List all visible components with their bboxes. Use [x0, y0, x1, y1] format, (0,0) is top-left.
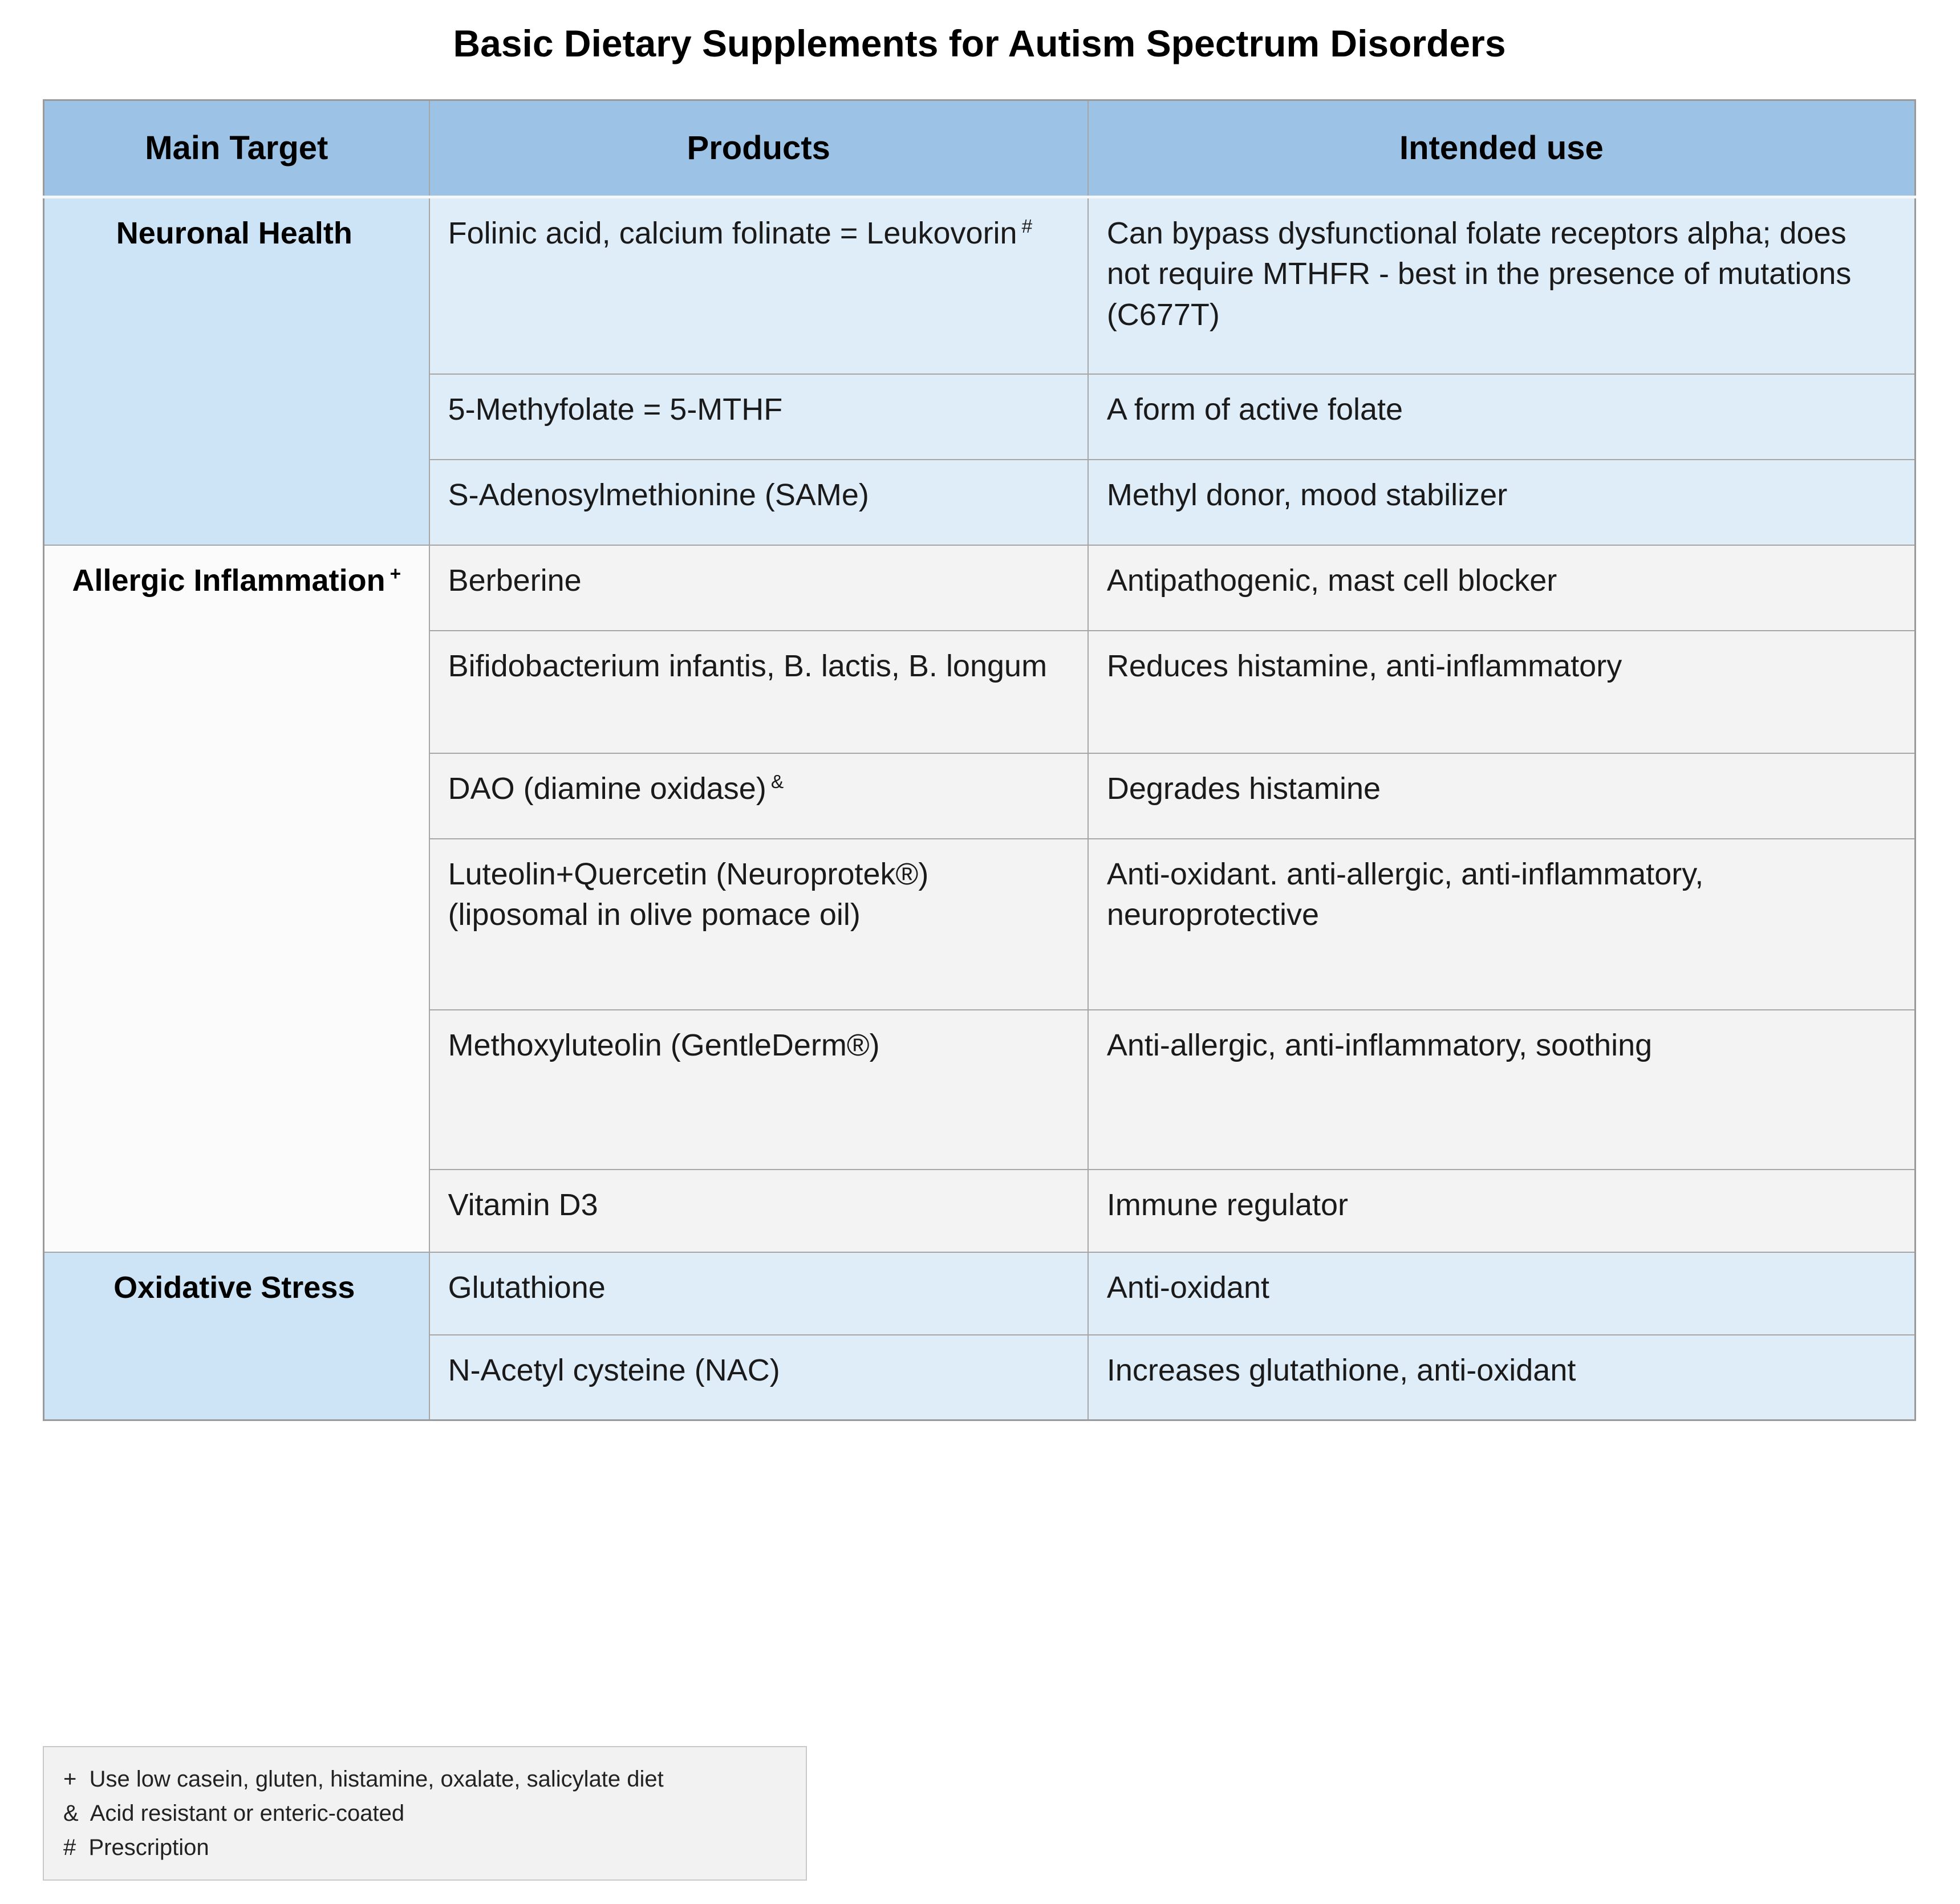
product-label: S-Adenosylmethionine (SAMe)	[448, 477, 869, 512]
product-label: Luteolin+Quercetin (Neuroprotek®) (liposomal in olive pomace oil)	[448, 856, 929, 932]
cell-intended-use: Anti-oxidant	[1088, 1252, 1916, 1335]
table-header-row	[44, 100, 1916, 197]
cell-intended-use: Immune regulator	[1088, 1170, 1916, 1252]
cell-intended-use: Anti-oxidant. anti-allergic, anti-inflammatory, neuroprotective	[1088, 839, 1916, 1010]
page-title: Basic Dietary Supplements for Autism Spectrum Disorders	[453, 22, 1506, 64]
cell-product	[429, 374, 1088, 460]
cell-product	[429, 631, 1088, 753]
target-label: Allergic Inflammation	[72, 563, 385, 598]
cell-product	[429, 1335, 1088, 1420]
product-label: Folinic acid, calcium folinate = Leukovorin	[448, 216, 1017, 250]
cell-product	[429, 1252, 1088, 1335]
footnote-enteric: & Acid resistant or enteric-coated	[63, 1801, 405, 1826]
footnote-diet: + Use low casein, gluten, histamine, oxalate, salicylate diet	[63, 1767, 664, 1792]
product-label: DAO (diamine oxidase)	[448, 771, 766, 806]
footnotes-box	[43, 1746, 807, 1881]
target-label: Neuronal Health	[116, 216, 352, 250]
cell-intended-use: Reduces histamine, anti-inflammatory	[1088, 631, 1916, 753]
target-label: Oxidative Stress	[113, 1270, 355, 1305]
product-label: Glutathione	[448, 1270, 606, 1305]
product-label: 5-Methyfolate = 5-MTHF	[448, 392, 783, 427]
cell-product	[429, 753, 1088, 839]
product-label: Methoxyluteolin (GentleDerm®)	[448, 1028, 880, 1062]
target-oxidative-stress	[44, 1252, 429, 1420]
header-main-target: Main Target	[44, 100, 429, 197]
cell-intended-use: Degrades histamine	[1088, 753, 1916, 839]
product-label: Berberine	[448, 563, 582, 598]
cell-product	[429, 460, 1088, 545]
target-allergic-inflammation	[44, 545, 429, 1252]
product-label: Bifidobacterium infantis, B. lactis, B. longum	[448, 648, 1048, 683]
cell-product	[429, 1170, 1088, 1252]
product-label: N-Acetyl cysteine (NAC)	[448, 1353, 780, 1387]
cell-intended-use: Anti-allergic, anti-inflammatory, soothing	[1088, 1010, 1916, 1170]
target-footnote-mark: +	[389, 563, 401, 584]
table-row	[44, 545, 1916, 631]
cell-product	[429, 1010, 1088, 1170]
cell-intended-use: Methyl donor, mood stabilizer	[1088, 460, 1916, 545]
table-row	[44, 197, 1916, 374]
product-footnote-mark: &	[770, 771, 784, 793]
cell-product	[429, 197, 1088, 374]
product-footnote-mark: #	[1021, 216, 1033, 237]
header-intended-use: Intended use	[1088, 100, 1916, 197]
cell-product	[429, 839, 1088, 1010]
product-label: Vitamin D3	[448, 1187, 598, 1222]
header-products: Products	[429, 100, 1088, 197]
cell-intended-use: A form of active folate	[1088, 374, 1916, 460]
target-neuronal-health	[44, 197, 429, 545]
cell-intended-use: Increases glutathione, anti-oxidant	[1088, 1335, 1916, 1420]
footnote-prescription: # Prescription	[63, 1835, 209, 1860]
supplements-table	[43, 99, 1916, 1421]
table-row	[44, 1252, 1916, 1335]
cell-intended-use: Antipathogenic, mast cell blocker	[1088, 545, 1916, 631]
cell-intended-use: Can bypass dysfunctional folate receptors alpha; does not require MTHFR - best in the presence of mutations (C677T)	[1088, 197, 1916, 374]
cell-product	[429, 545, 1088, 631]
